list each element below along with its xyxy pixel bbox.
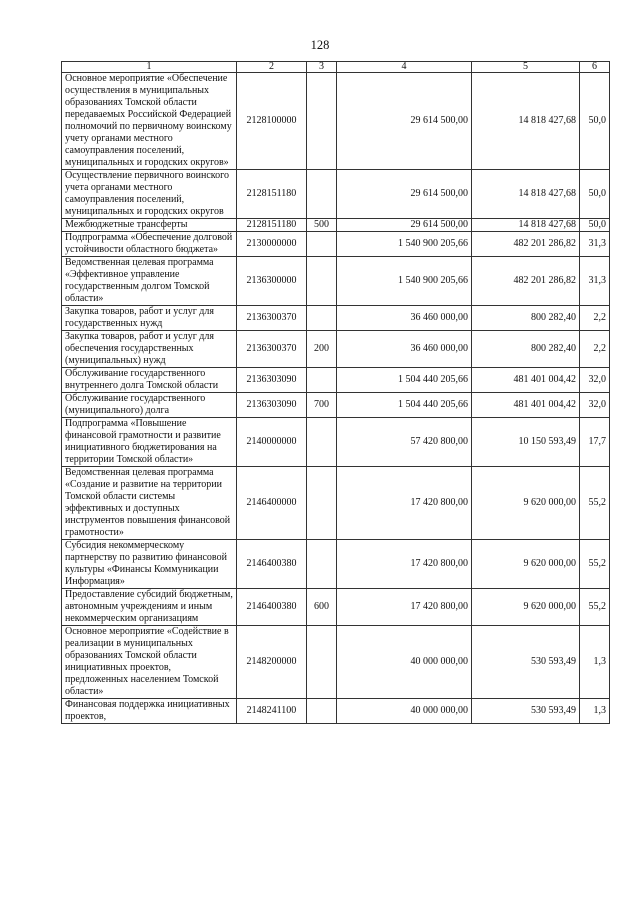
page-number: 128 xyxy=(310,38,330,52)
row-percent-cell: 32,0 xyxy=(580,393,610,418)
row-actual-amount-cell: 14 818 427,68 xyxy=(472,73,580,170)
row-code-cell: 2136303090 xyxy=(237,368,307,393)
row-plan-amount-cell: 40 000 000,00 xyxy=(337,626,472,699)
row-percent-cell: 17,7 xyxy=(580,418,610,467)
row-percent-cell: 31,3 xyxy=(580,257,610,306)
table-row xyxy=(62,306,610,331)
row-name-cell: Осуществление первичного воинского учета органами местного самоуправления поселений, муниципальных и городских округов xyxy=(62,170,237,219)
table-row xyxy=(62,73,610,170)
table-row xyxy=(62,540,610,589)
row-code-cell: 2146400380 xyxy=(237,540,307,589)
row-actual-amount-cell: 14 818 427,68 xyxy=(472,170,580,219)
row-expense-type-cell: 500 xyxy=(307,219,337,232)
column-header: 3 xyxy=(307,62,337,73)
row-percent-cell: 55,2 xyxy=(580,540,610,589)
row-name-cell: Обслуживание государственного (муниципального) долга xyxy=(62,393,237,418)
row-code-cell: 2140000000 xyxy=(237,418,307,467)
row-plan-amount-cell: 29 614 500,00 xyxy=(337,219,472,232)
table-row xyxy=(62,170,610,219)
row-actual-amount-cell: 481 401 004,42 xyxy=(472,368,580,393)
row-plan-amount-cell: 1 540 900 205,66 xyxy=(337,232,472,257)
row-expense-type-cell: 200 xyxy=(307,331,337,368)
row-expense-type-cell xyxy=(307,232,337,257)
row-percent-cell: 2,2 xyxy=(580,331,610,368)
row-code-cell: 2130000000 xyxy=(237,232,307,257)
row-name-cell: Ведомственная целевая программа «Эффективное управление государственным долгом Томской области» xyxy=(62,257,237,306)
row-actual-amount-cell: 530 593,49 xyxy=(472,699,580,724)
row-code-cell: 2128100000 xyxy=(237,73,307,170)
row-plan-amount-cell: 1 540 900 205,66 xyxy=(337,257,472,306)
table-row xyxy=(62,368,610,393)
row-expense-type-cell xyxy=(307,626,337,699)
row-plan-amount-cell: 36 460 000,00 xyxy=(337,306,472,331)
row-plan-amount-cell: 1 504 440 205,66 xyxy=(337,393,472,418)
row-actual-amount-cell: 14 818 427,68 xyxy=(472,219,580,232)
table-row xyxy=(62,232,610,257)
row-actual-amount-cell: 800 282,40 xyxy=(472,331,580,368)
row-percent-cell: 50,0 xyxy=(580,219,610,232)
row-name-cell: Предоставление субсидий бюджетным, автономным учреждениям и иным некоммерческим организациям xyxy=(62,589,237,626)
row-code-cell: 2146400380 xyxy=(237,589,307,626)
row-name-cell: Финансовая поддержка инициативных проектов, xyxy=(62,699,237,724)
row-percent-cell: 1,3 xyxy=(580,626,610,699)
column-header: 6 xyxy=(580,62,610,73)
budget-table xyxy=(61,61,610,724)
column-header: 5 xyxy=(472,62,580,73)
row-expense-type-cell: 700 xyxy=(307,393,337,418)
row-name-cell: Основное мероприятие «Обеспечение осуществления в муниципальных образованиях Томской области передаваемых Российской Федерацией полномочий по первичному воинскому учету органами местного самоуправления поселений, муниципальных и городских округов» xyxy=(62,73,237,170)
row-percent-cell: 2,2 xyxy=(580,306,610,331)
row-code-cell: 2128151180 xyxy=(237,170,307,219)
row-code-cell: 2136300370 xyxy=(237,306,307,331)
table-row xyxy=(62,467,610,540)
row-plan-amount-cell: 1 504 440 205,66 xyxy=(337,368,472,393)
row-actual-amount-cell: 9 620 000,00 xyxy=(472,467,580,540)
column-header: 2 xyxy=(237,62,307,73)
row-actual-amount-cell: 482 201 286,82 xyxy=(472,232,580,257)
row-plan-amount-cell: 17 420 800,00 xyxy=(337,589,472,626)
row-percent-cell: 32,0 xyxy=(580,368,610,393)
row-percent-cell: 31,3 xyxy=(580,232,610,257)
row-percent-cell: 50,0 xyxy=(580,73,610,170)
row-plan-amount-cell: 17 420 800,00 xyxy=(337,467,472,540)
row-code-cell: 2136300370 xyxy=(237,331,307,368)
row-percent-cell: 55,2 xyxy=(580,467,610,540)
row-plan-amount-cell: 29 614 500,00 xyxy=(337,73,472,170)
column-number-header xyxy=(62,62,610,73)
table-row xyxy=(62,331,610,368)
row-plan-amount-cell: 36 460 000,00 xyxy=(337,331,472,368)
row-actual-amount-cell: 481 401 004,42 xyxy=(472,393,580,418)
row-plan-amount-cell: 57 420 800,00 xyxy=(337,418,472,467)
table-row xyxy=(62,589,610,626)
row-actual-amount-cell: 9 620 000,00 xyxy=(472,589,580,626)
row-expense-type-cell xyxy=(307,699,337,724)
row-code-cell: 2148241100 xyxy=(237,699,307,724)
row-plan-amount-cell: 29 614 500,00 xyxy=(337,170,472,219)
row-plan-amount-cell: 17 420 800,00 xyxy=(337,540,472,589)
row-actual-amount-cell: 482 201 286,82 xyxy=(472,257,580,306)
table-row xyxy=(62,219,610,232)
row-actual-amount-cell: 10 150 593,49 xyxy=(472,418,580,467)
row-expense-type-cell: 600 xyxy=(307,589,337,626)
row-name-cell: Закупка товаров, работ и услуг для государственных нужд xyxy=(62,306,237,331)
row-code-cell: 2146400000 xyxy=(237,467,307,540)
table-row xyxy=(62,699,610,724)
row-expense-type-cell xyxy=(307,73,337,170)
column-header: 4 xyxy=(337,62,472,73)
row-code-cell: 2136303090 xyxy=(237,393,307,418)
table-row xyxy=(62,257,610,306)
row-name-cell: Обслуживание государственного внутреннего долга Томской области xyxy=(62,368,237,393)
row-actual-amount-cell: 9 620 000,00 xyxy=(472,540,580,589)
table-row xyxy=(62,626,610,699)
row-percent-cell: 50,0 xyxy=(580,170,610,219)
row-expense-type-cell xyxy=(307,467,337,540)
row-name-cell: Ведомственная целевая программа «Создание и развитие на территории Томской области системы эффективных и доступных инструментов повышения финансовой грамотности» xyxy=(62,467,237,540)
column-header: 1 xyxy=(62,62,237,73)
row-expense-type-cell xyxy=(307,368,337,393)
row-plan-amount-cell: 40 000 000,00 xyxy=(337,699,472,724)
row-percent-cell: 1,3 xyxy=(580,699,610,724)
row-expense-type-cell xyxy=(307,170,337,219)
row-name-cell: Закупка товаров, работ и услуг для обеспечения государственных (муниципальных) нужд xyxy=(62,331,237,368)
table-row xyxy=(62,418,610,467)
row-expense-type-cell xyxy=(307,418,337,467)
row-percent-cell: 55,2 xyxy=(580,589,610,626)
row-name-cell: Межбюджетные трансферты xyxy=(62,219,237,232)
row-name-cell: Подпрограмма «Обеспечение долговой устойчивости областного бюджета» xyxy=(62,232,237,257)
row-code-cell: 2136300000 xyxy=(237,257,307,306)
row-code-cell: 2148200000 xyxy=(237,626,307,699)
row-expense-type-cell xyxy=(307,257,337,306)
row-name-cell: Основное мероприятие «Содействие в реализации в муниципальных образованиях Томской области инициативных проектов, предложенных населением Томской области» xyxy=(62,626,237,699)
row-name-cell: Субсидия некоммерческому партнерству по развитию финансовой культуры «Финансы Коммуникации Информация» xyxy=(62,540,237,589)
row-actual-amount-cell: 530 593,49 xyxy=(472,626,580,699)
row-expense-type-cell xyxy=(307,540,337,589)
row-code-cell: 2128151180 xyxy=(237,219,307,232)
row-name-cell: Подпрограмма «Повышение финансовой грамотности и развитие инициативного бюджетирования на территории Томской области» xyxy=(62,418,237,467)
table-row xyxy=(62,393,610,418)
row-actual-amount-cell: 800 282,40 xyxy=(472,306,580,331)
row-expense-type-cell xyxy=(307,306,337,331)
